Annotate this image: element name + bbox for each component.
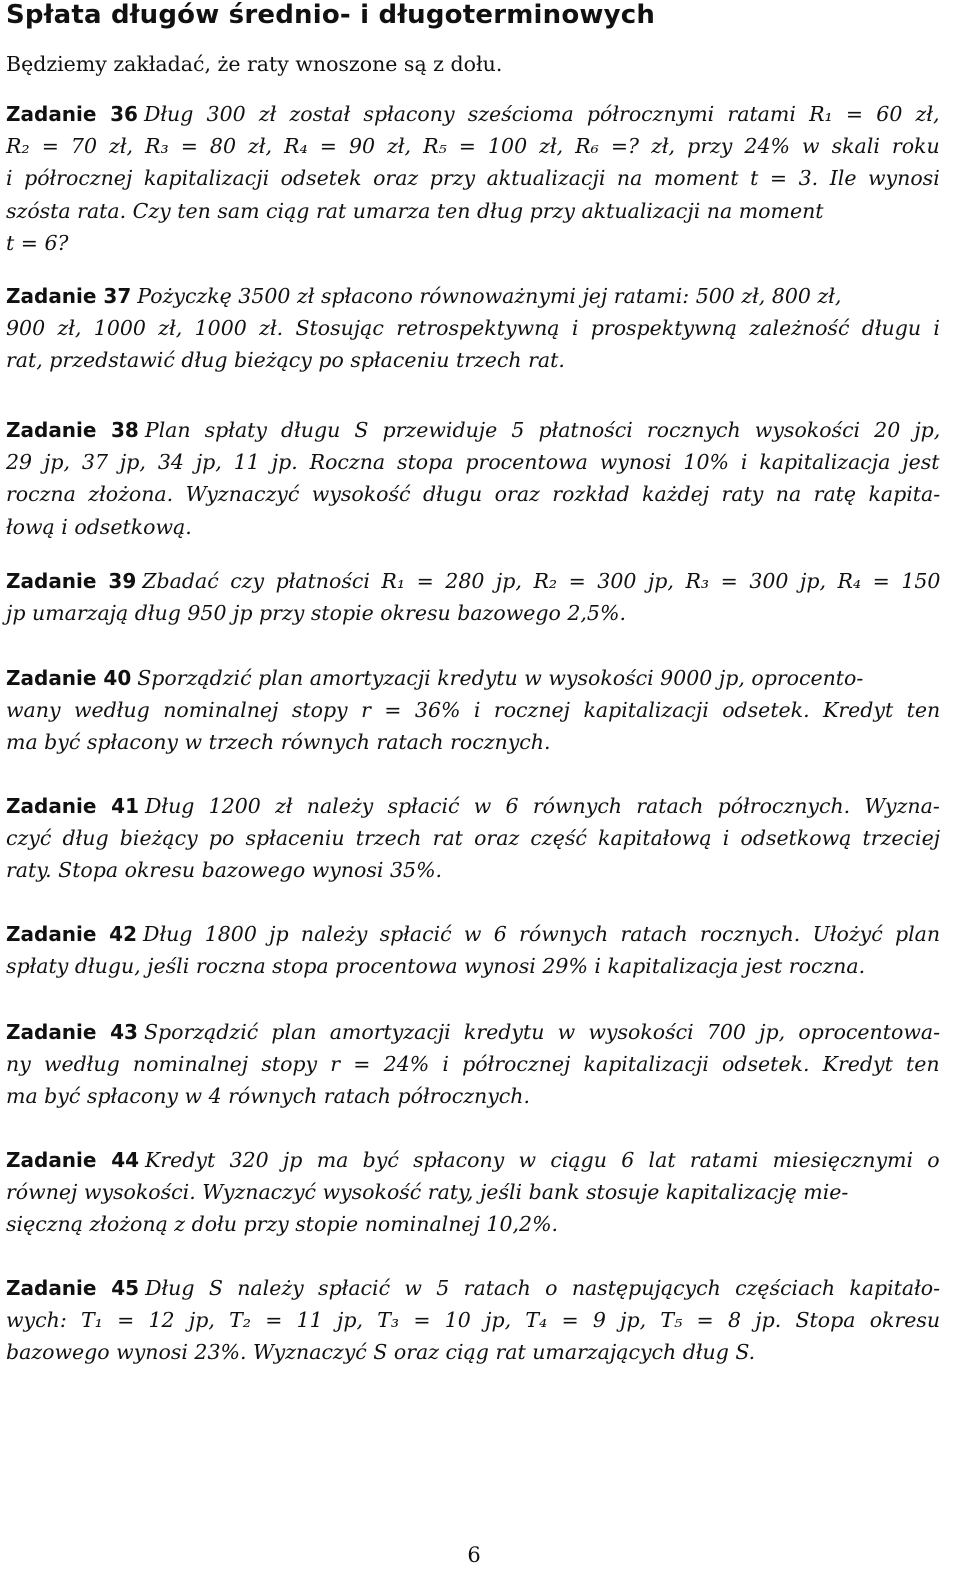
task-label: Zadanie 40 [6,666,132,690]
page-title: Spłata długów średnio- i długoterminowych [6,0,656,30]
task-line [6,662,863,694]
task-line [6,1176,848,1208]
task-line [6,790,940,822]
task-text: roczna złożona. Wyznaczyć wysokość długu oraz rozkład każdej raty na ratę kapita- [6,482,941,507]
task-line [6,446,940,478]
task-line [6,950,865,982]
task-text: 900 zł, 1000 zł, 1000 zł. Stosując retrospektywną i prospektywną zależność długu i [6,316,940,341]
task-text: Plan spłaty długu S przewiduje 5 płatności rocznych wysokości 20 jp, [144,418,941,442]
task-text: raty. Stopa okresu bazowego wynosi 35%. [6,858,443,883]
task-label: Zadanie 45 [6,1276,140,1300]
task-line [6,414,940,446]
task-text: spłaty długu, jeśli roczna stopa procentowa wynosi 29% i kapitalizacja jest roczna. [6,954,866,979]
task-text: Sporządzić plan amortyzacji kredytu w wysokości 700 jp, oprocentowa- [143,1020,941,1044]
task-line [6,1144,940,1176]
task-line [6,1272,940,1304]
task-label: Zadanie 38 [6,418,139,442]
task-line [6,597,626,629]
task-text: rat, przedstawić dług bieżący po spłaceniu trzech rat. [6,348,565,373]
task-text: Kredyt 320 jp ma być spłacony w ciągu 6 lat ratami miesięcznymi o [145,1148,940,1172]
intro-text: Będziemy zakładać, że raty wnoszone są z dołu. [6,52,503,76]
task-line [6,1080,530,1112]
task-line [6,130,940,162]
task-text: wany według nominalnej stopy r = 36% i rocznej kapitalizacji odsetek. Kredyt ten [6,698,941,723]
task-line [6,918,940,950]
task-line [6,98,940,130]
task-text: ma być spłacony w trzech równych ratach rocznych. [6,730,551,755]
task-line [6,854,442,886]
task-text: Dług 1200 zł należy spłacić w 6 równych ratach półrocznych. Wyzna- [145,794,940,818]
task-line [6,280,841,312]
task-text: łową i odsetkową. [6,514,192,539]
task-label: Zadanie 43 [6,1020,138,1044]
task-text: czyć dług bieżący po spłaceniu trzech rat oraz część kapitałową i odsetkową trzeciej [6,826,941,851]
task-text: Dług S należy spłacić w 5 ratach o następujących częściach kapitało- [145,1276,941,1300]
task-line [6,511,192,543]
task-line [6,344,565,376]
task-line [6,1016,940,1048]
task-text: ny według nominalnej stopy r = 24% i półrocznej kapitalizacji odsetek. Kredyt ten [6,1052,940,1077]
task-text: jp umarzają dług 950 jp przy stopie okresu bazowego 2,5%. [6,601,626,626]
task-line [6,312,940,344]
task-text: i półrocznej kapitalizacji odsetek oraz przy aktualizacji na moment t = 3. Ile wynosi [6,166,940,191]
task-line [6,1336,755,1368]
task-text: szósta rata. Czy ten sam ciąg rat umarza ten dług przy aktualizacji na moment [6,198,824,223]
task-line [6,227,68,259]
task-line [6,565,940,597]
task-text: R₂ = 70 zł, R₃ = 80 zł, R₄ = 90 zł, R₅ = 100 zł, R₆ =? zł, przy 24% w skali roku [6,134,940,159]
task-label: Zadanie 39 [6,569,137,593]
task-text: 29 jp, 37 jp, 34 jp, 11 jp. Roczna stopa procentowa wynosi 10% i kapitalizacja jest [6,450,940,475]
task-text: Zbadać czy płatności R₁ = 280 jp, R₂ = 300 jp, R₃ = 300 jp, R₄ = 150 [142,569,941,593]
task-label: Zadanie 36 [6,102,138,126]
task-label: Zadanie 41 [6,794,139,818]
task-text: równej wysokości. Wyznaczyć wysokość raty, jeśli bank stosuje kapitalizację mie- [6,1180,849,1205]
task-text: t = 6? [6,230,69,255]
task-line [6,478,940,510]
task-line [6,694,940,726]
task-line [6,1048,940,1080]
task-line [6,726,551,758]
task-line [6,1208,558,1240]
page-number: 6 [467,1543,481,1567]
task-text: Dług 300 zł został spłacony sześcioma półrocznymi ratami R₁ = 60 zł, [143,102,940,126]
task-line [6,162,940,194]
task-text: Sporządzić plan amortyzacji kredytu w wysokości 9000 jp, oprocento- [137,666,864,690]
task-text: bazowego wynosi 23%. Wyznaczyć S oraz ciąg rat umarzających dług S. [6,1340,756,1365]
task-line [6,822,940,854]
task-label: Zadanie 42 [6,922,138,946]
task-line [6,195,824,227]
task-text: ma być spłacony w 4 równych ratach półrocznych. [6,1084,531,1109]
task-label: Zadanie 37 [6,284,132,308]
task-text: wych: T₁ = 12 jp, T₂ = 11 jp, T₃ = 10 jp, T₄ = 9 jp, T₅ = 8 jp. Stopa okresu [6,1308,941,1333]
task-text: sięczną złożoną z dołu przy stopie nominalnej 10,2%. [6,1212,559,1237]
task-text: Dług 1800 jp należy spłacić w 6 równych ratach rocznych. Ułożyć plan [143,922,941,946]
task-line [6,1304,940,1336]
task-text: Pożyczkę 3500 zł spłacono równoważnymi jej ratami: 500 zł, 800 zł, [137,284,842,308]
task-label: Zadanie 44 [6,1148,140,1172]
